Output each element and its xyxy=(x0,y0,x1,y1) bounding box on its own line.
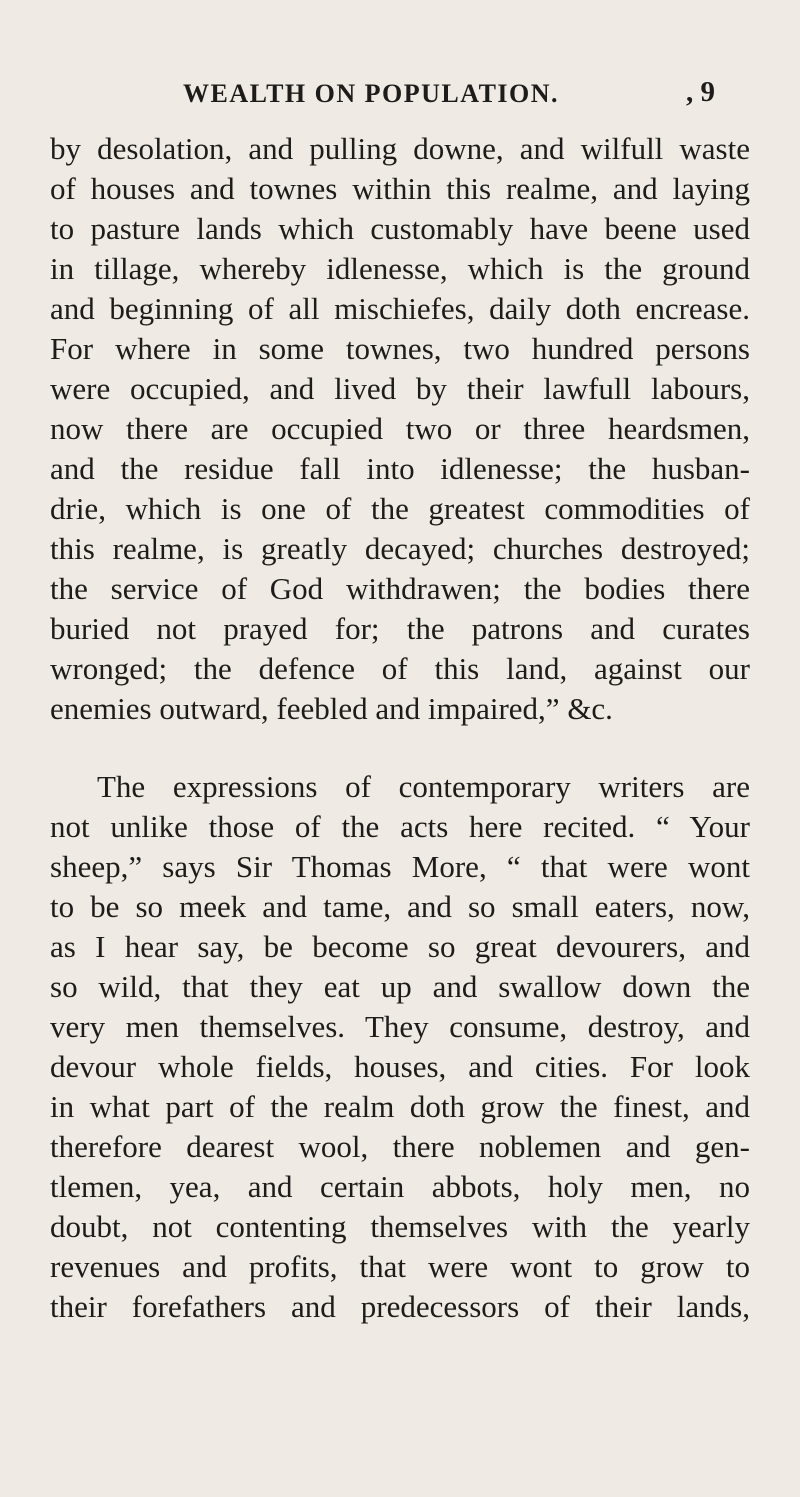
text-line: buried not prayed for; the patrons and curates xyxy=(50,611,750,646)
text-line: tlemen, yea, and certain abbots, holy men, no xyxy=(50,1169,750,1204)
running-head xyxy=(0,76,800,119)
text-line: doubt, not contenting themselves with the yearly xyxy=(50,1209,750,1244)
text-line: their forefathers and predecessors of their lands, xyxy=(50,1289,750,1324)
running-title: WEALTH ON POPULATION. xyxy=(183,79,560,108)
text-line: not unlike those of the acts here recited. “ Your xyxy=(50,809,750,844)
text-line: to pasture lands which customably have beene used xyxy=(50,211,750,246)
text-line: revenues and profits, that were wont to grow to xyxy=(50,1249,750,1284)
text-line: the service of God withdrawen; the bodies there xyxy=(50,571,750,606)
text-line: very men themselves. They consume, destroy, and xyxy=(50,1009,750,1044)
page-number: , 9 xyxy=(686,76,715,108)
text-line: and the residue fall into idlenesse; the husban- xyxy=(50,451,750,486)
text-line: devour whole fields, houses, and cities. For look xyxy=(50,1049,750,1084)
text-line: in what part of the realm doth grow the finest, and xyxy=(50,1089,750,1124)
text-line: and beginning of all mischiefes, daily doth encrease. xyxy=(50,291,750,326)
text-line: as I hear say, be become so great devourers, and xyxy=(50,929,750,964)
text-line: sheep,” says Sir Thomas More, “ that were wont xyxy=(50,849,750,884)
text-line: The expressions of contemporary writers are xyxy=(97,769,750,804)
text-line: For where in some townes, two hundred persons xyxy=(50,331,750,366)
text-line: drie, which is one of the greatest commodities of xyxy=(50,491,750,526)
text-line: so wild, that they eat up and swallow down the xyxy=(50,969,750,1004)
text-line: now there are occupied two or three heardsmen, xyxy=(50,411,750,446)
text-line: wronged; the defence of this land, against our xyxy=(50,651,750,686)
text-line: by desolation, and pulling downe, and wilfull waste xyxy=(50,131,750,166)
text-line: in tillage, whereby idlenesse, which is the ground xyxy=(50,251,750,286)
text-line: were occupied, and lived by their lawfull labours, xyxy=(50,371,750,406)
text-line: therefore dearest wool, there noblemen and gen- xyxy=(50,1129,750,1164)
text-line: of houses and townes within this realme, and laying xyxy=(50,171,750,206)
text-line: to be so meek and tame, and so small eaters, now, xyxy=(50,889,750,924)
text-line: enemies outward, feebled and impaired,” &c. xyxy=(50,691,613,726)
text-line: this realme, is greatly decayed; churches destroyed; xyxy=(50,531,750,566)
